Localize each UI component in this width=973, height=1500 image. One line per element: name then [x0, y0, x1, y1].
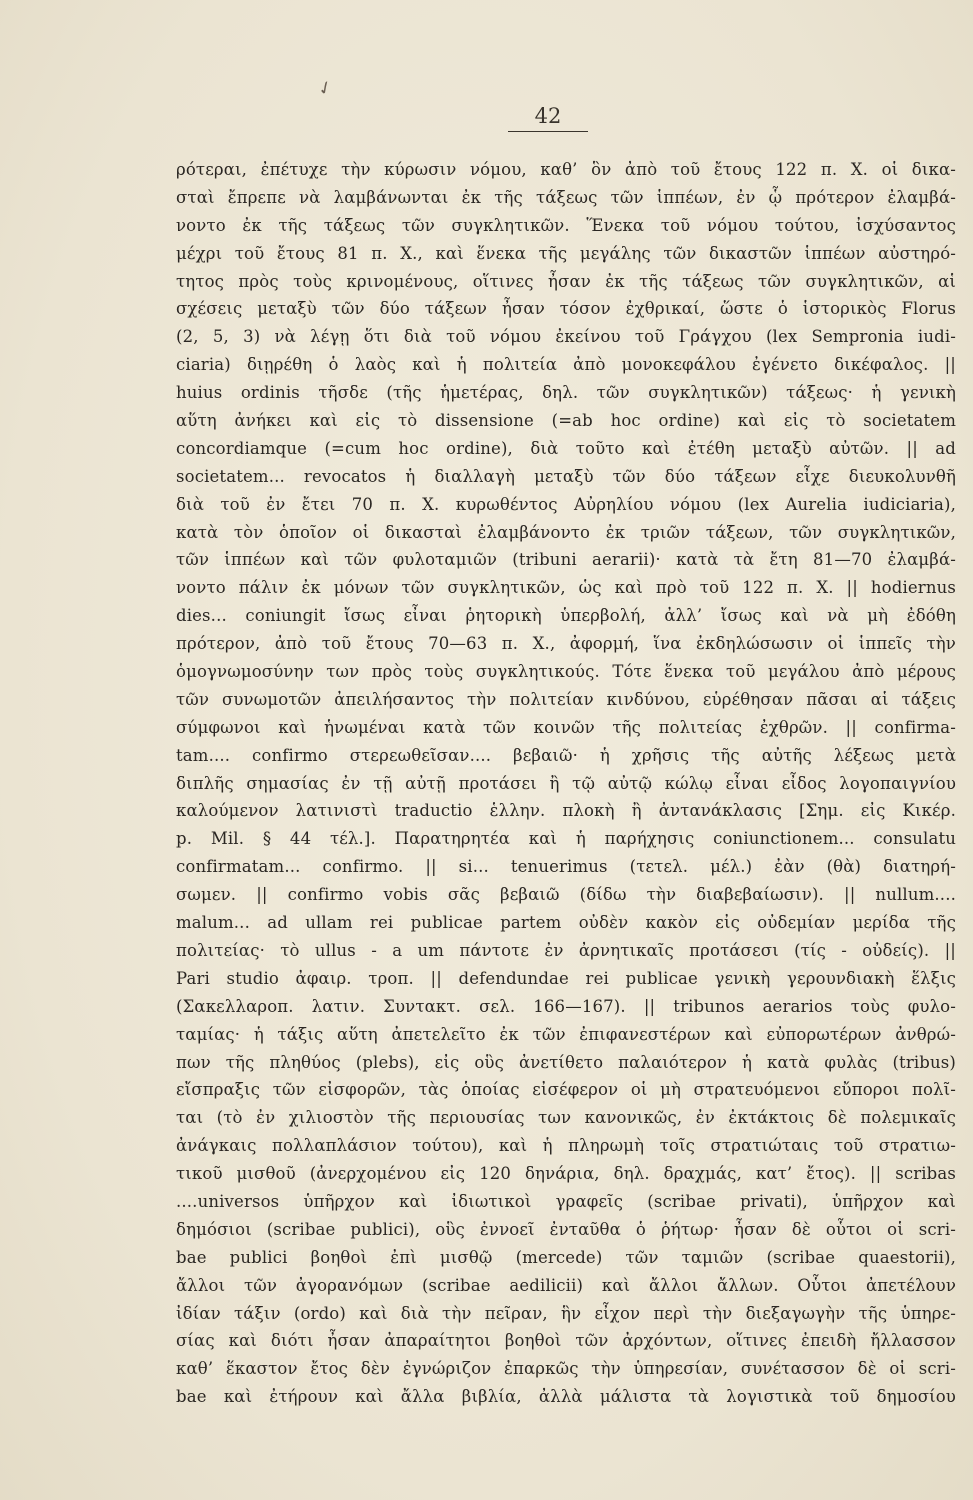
- text-line: αὕτη ἀνήκει καὶ εἰς τὸ dissensione (=ab hoc ordine) καὶ εἰς τὸ societatem: [176, 411, 956, 431]
- text-line: σχέσεις μεταξὺ τῶν δύο τάξεων ἦσαν τόσον ἐχθρικαί, ὥστε ὁ ἱστορικὸς Florus: [176, 299, 956, 319]
- text-line: p. Mil. § 44 τέλ.]. Παρατηρητέα καὶ ἡ παρήχησις coniunctionem... consulatu: [176, 829, 956, 849]
- commentary-text: [176, 156, 956, 1411]
- text-line: τῶν ἱππέων καὶ τῶν φυλοταμιῶν (tribuni aerarii)· κατὰ τὰ ἔτη 81—70 ἐλαμβά-: [176, 550, 956, 570]
- text-line: τῶν συνωμοτῶν ἀπειλήσαντος τὴν πολιτείαν κινδύνου, εὑρέθησαν πᾶσαι αἱ τάξεις: [176, 689, 956, 709]
- text-line: tam.... confirmo στερεωθεῖσαν.... βεβαιῶ· ἡ χρῆσις τῆς αὐτῆς λέξεως μετὰ: [176, 745, 956, 765]
- text-line: σίας καὶ διότι ἦσαν ἀπαραίτητοι βοηθοὶ τῶν ἀρχόντων, οἵτινες ἐπειδὴ ἤλλασσον: [176, 1331, 956, 1351]
- text-line: σταὶ ἔπρεπε νὰ λαμβάνωνται ἐκ τῆς τάξεως τῶν ἱππέων, ἐν ᾧ πρότερον ἐλαμβά-: [176, 187, 956, 207]
- text-line: τικοῦ μισθοῦ (ἀνερχομένου εἰς 120 δηνάρια, δηλ. δραχμάς, κατ’ ἔτος). || scribas: [176, 1164, 956, 1184]
- text-line: καλούμενον λατινιστὶ traductio ἑλλην. πλοκὴ ἢ ἀντανάκλασις [Σημ. εἰς Κικέρ.: [176, 801, 956, 821]
- text-line: huius ordinis τῆσδε (τῆς ἡμετέρας, δηλ. τῶν συγκλητικῶν) τάξεως· ἡ γενικὴ: [176, 383, 956, 403]
- page-number-rule: [508, 131, 588, 132]
- text-line: κατὰ τὸν ὁποῖον οἱ δικασταὶ ἐλαμβάνοντο ἐκ τριῶν τάξεων, τῶν συγκλητικῶν,: [176, 522, 956, 542]
- text-line: δημόσιοι (scribae publici), οὓς ἐννοεῖ ἐνταῦθα ὁ ῥήτωρ· ἦσαν δὲ οὗτοι οἱ scri-: [176, 1219, 956, 1239]
- text-line: ταμίας· ἡ τάξις αὕτη ἀπετελεῖτο ἐκ τῶν ἐπιφανεστέρων καὶ εὐπορωτέρων ἀνθρώ-: [176, 1024, 956, 1044]
- text-line: bae publici βοηθοὶ ἐπὶ μισθῷ (mercede) τῶν ταμιῶν (scribae quaestorii),: [176, 1247, 956, 1267]
- text-line: σύμφωνοι καὶ ἡνωμέναι κατὰ τῶν κοινῶν τῆς πολιτείας ἐχθρῶν. || confirma-: [176, 717, 956, 737]
- text-line: πολιτείας· τὸ ullus - a um πάντοτε ἐν ἀρνητικαῖς προτάσεσι (τίς - οὐδείς). ||: [176, 940, 956, 960]
- text-line: bae καὶ ἐτήρουν καὶ ἄλλα βιβλία, ἀλλὰ μάλιστα τὰ λογιστικὰ τοῦ δημοσίου: [176, 1387, 956, 1407]
- text-line: (Σακελλαροπ. λατιν. Συντακτ. σελ. 166—167). || tribunos aerarios τοὺς φυλο-: [176, 996, 956, 1016]
- text-line: σωμεν. || confirmo vobis σᾶς βεβαιῶ (δίδω τὴν διαβεβαίωσιν). || nullum....: [176, 885, 956, 905]
- text-line: societatem... revocatos ἡ διαλλαγὴ μεταξὺ τῶν δύο τάξεων εἶχε διευκολυνθῆ: [176, 466, 956, 486]
- text-line: ἰδίαν τάξιν (ordo) καὶ διὰ τὴν πεῖραν, ἣν εἶχον περὶ τὴν διεξαγωγὴν τῆς ὑπηρε-: [176, 1303, 956, 1323]
- text-line: Pari studio ἀφαιρ. τροπ. || defendundae rei publicae γενικὴ γερουνδιακὴ ἕλξις: [176, 968, 956, 988]
- pencil-mark: ✓: [314, 75, 337, 102]
- text-line: (2, 5, 3) νὰ λέγῃ ὅτι διὰ τοῦ νόμου ἐκείνου τοῦ Γράγχου (lex Sempronia iudi-: [176, 327, 956, 347]
- text-line: διπλῆς σημασίας ἐν τῇ αὐτῇ προτάσει ἢ τῷ αὐτῷ κώλῳ εἶναι εἶδος λογοπαιγνίου: [176, 773, 956, 793]
- text-line: concordiamque (=cum hoc ordine), διὰ τοῦτο καὶ ἐτέθη μεταξὺ αὐτῶν. || ad: [176, 438, 956, 458]
- text-line: ....universos ὑπῆρχον καὶ ἰδιωτικοὶ γραφεῖς (scribae privati), ὑπῆρχον καὶ: [176, 1191, 956, 1211]
- text-line: ἄλλοι τῶν ἀγορανόμων (scribae aedilicii) καὶ ἄλλοι ἄλλων. Οὗτοι ἀπετέλουν: [176, 1275, 956, 1295]
- text-line: εἴσπραξις τῶν εἰσφορῶν, τὰς ὁποίας εἰσέφερον οἱ μὴ στρατευόμενοι εὔποροι πολῖ-: [176, 1080, 956, 1100]
- text-line: dies... coniungit ἴσως εἶναι ῥητορικὴ ὑπερβολή, ἀλλ’ ἴσως καὶ νὰ μὴ ἐδόθη: [176, 606, 956, 626]
- text-line: ὁμογνωμοσύνην των πρὸς τοὺς συγκλητικούς. Τότε ἕνεκα τοῦ μεγάλου ἀπὸ μέρους: [176, 662, 956, 682]
- text-line: νοντο ἐκ τῆς τάξεως τῶν συγκλητικῶν. Ἕνεκα τοῦ νόμου τούτου, ἰσχύσαντος: [176, 215, 956, 235]
- text-line: ἀνάγκαις πολλαπλάσιον τούτου), καὶ ἡ πληρωμὴ τοῖς στρατιώταις τοῦ στρατιω-: [176, 1136, 956, 1156]
- page-number: 42: [534, 104, 562, 128]
- text-line: malum... ad ullam rei publicae partem οὐδὲν κακὸν εἰς οὐδεμίαν μερίδα τῆς: [176, 913, 956, 933]
- text-line: τητος πρὸς τοὺς κρινομένους, οἵτινες ἦσαν ἐκ τῆς τάξεως τῶν συγκλητικῶν, αἱ: [176, 271, 956, 291]
- text-line: ται (τὸ ἐν χιλιοστὸν τῆς περιουσίας των κανονικῶς, ἐν ἐκτάκτοις δὲ πολεμικαῖς: [176, 1108, 956, 1128]
- text-line: ρότεραι, ἐπέτυχε τὴν κύρωσιν νόμου, καθ’ ὃν ἀπὸ τοῦ ἔτους 122 π. Χ. οἱ δικα-: [176, 160, 956, 179]
- text-line: πων τῆς πληθύος (plebs), εἰς οὓς ἀνετίθετο παλαιότερον ἡ κατὰ φυλὰς (tribus): [176, 1052, 956, 1072]
- text-line: νοντο πάλιν ἐκ μόνων τῶν συγκλητικῶν, ὡς καὶ πρὸ τοῦ 122 π. Χ. || hodiernus: [176, 578, 956, 598]
- text-line: πρότερον, ἀπὸ τοῦ ἔτους 70—63 π. Χ., ἀφορμή, ἵνα ἐκδηλώσωσιν οἱ ἱππεῖς τὴν: [176, 634, 956, 654]
- text-line: confirmatam... confirmo. || si... tenuerimus (τετελ. μέλ.) ἐὰν (θὰ) διατηρή-: [176, 857, 956, 877]
- text-line: καθ’ ἕκαστον ἔτος δὲν ἐγνώριζον ἐπαρκῶς τὴν ὑπηρεσίαν, συνέτασσον δὲ οἱ scri-: [176, 1359, 956, 1379]
- text-line: ciaria) διῃρέθη ὁ λαὸς καὶ ἡ πολιτεία ἀπὸ μονοκεφάλου ἐγένετο δικέφαλος. ||: [176, 355, 957, 375]
- text-line: μέχρι τοῦ ἔτους 81 π. Χ., καὶ ἕνεκα τῆς μεγάλης τῶν δικαστῶν ἱππέων αὐστηρό-: [176, 243, 956, 263]
- text-line: διὰ τοῦ ἐν ἔτει 70 π. Χ. κυρωθέντος Αὐρηλίου νόμου (lex Aurelia iudiciaria),: [176, 494, 956, 514]
